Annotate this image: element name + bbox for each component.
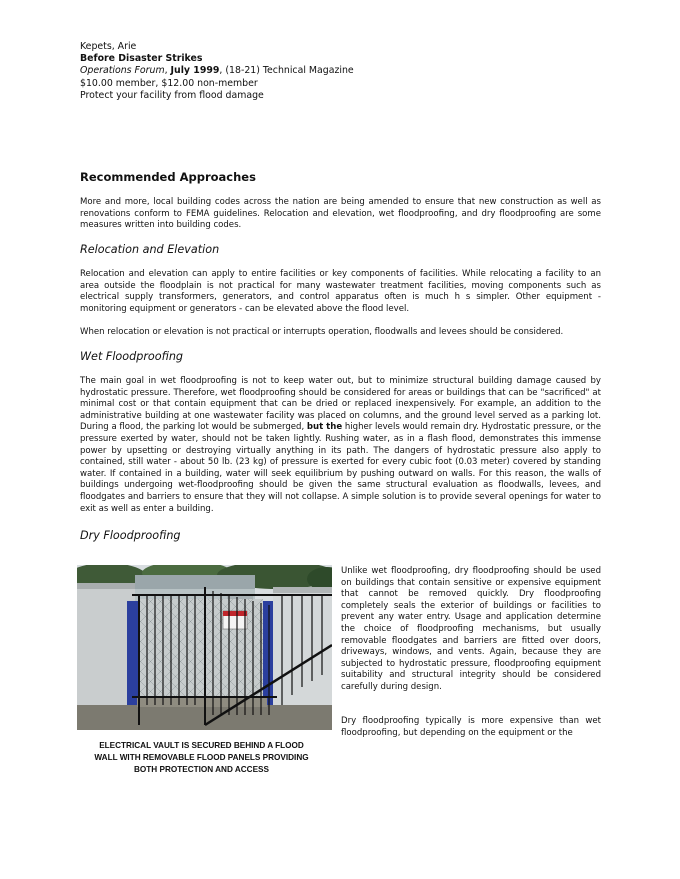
relocation-paragraph-1: Relocation and elevation can apply to entire facilities or key components of facilities. While relocating a facility to an area outside the floodplain is not practical for many wastewater treatment facilities, moving components such as electrical supply transformers, generators, and control apparatus often is much h s simpler. Other equipment - monitoring equipment or generators - can be elevated above the flood level. (80, 269, 601, 314)
citation-source: Operations Forum, July 1999, (18-21) Technical Magazine (80, 65, 354, 77)
electrical-vault-photo (77, 565, 332, 730)
relocation-paragraph-2: When relocation or elevation is not practical or interrupts operation, floodwalls and levees should be considered. (80, 327, 564, 337)
citation-date: July 1999 (170, 65, 220, 77)
photo-caption (79, 740, 324, 776)
citation-author: Kepets, Arie (80, 41, 137, 52)
dry-floodproofing-paragraph-2: Dry floodproofing typically is more expensive than wet floodproofing, but depending on the equipment or the (341, 716, 601, 738)
caption-line-2: WALL WITH REMOVABLE FLOOD PANELS PROVIDING (94, 753, 309, 762)
dry-floodproofing-heading: Dry Floodproofing (80, 529, 181, 542)
citation-pages: , (18-21) Technical Magazine (219, 65, 354, 77)
caption-line-1: ELECTRICAL VAULT IS SECURED BEHIND A FLOOD (99, 741, 304, 750)
wet-floodproofing-heading: Wet Floodproofing (80, 350, 184, 363)
dry-floodproofing-paragraph-1: Unlike wet floodproofing, dry floodproofing should be used on buildings that contain sensitive or expensive equipment that cannot be removed quickly. Dry floodproofing completely seals the exterior of buildings or facilities to prevent any water entry. Usage and application determine the choice of floodproofing mechanisms, but usually removable floodgates and barriers are fitted over doors, driveways, windows, and vents. Again, because they are subjected to hydrostatic pressure, floodproofing equipment suitability and structural integrity should be considered carefully during design. (341, 566, 601, 692)
wet-text-part-2: higher levels would remain dry. Hydrostatic pressure, or the pressure exerted by water, should not be taken lightly. Rushing water, as in a flash flood, demonstrates this immense power by upsetting or destroying virtually anything in its path. The dangers of hydrostatic pressure also apply to contained, still water - about 50 lb. (23 kg) of pressure is exerted for every cubic foot (0.03 meter) covered by standing water. If contained in a building, water will seek equilibrium by pushing outward on walls. For this reason, the walls of buildings undergoing wet-floodproofing should be given the same structural evaluation as floodwalls, levees, and floodgates and barriers to ensure that they will not collapse. A simple solution is to provide several openings for water to exit as well as enter a building. (80, 422, 601, 514)
citation-block (80, 41, 354, 102)
relocation-heading: Relocation and Elevation (80, 243, 220, 256)
citation-publication: Operations Forum (80, 65, 165, 77)
section-heading: Recommended Approaches (80, 170, 256, 184)
wet-text-bold: but the (306, 422, 343, 433)
section-intro: More and more, local building codes across the nation are being amended to ensure that new construction as well as renovations conform to FEMA guidelines. Relocation and elevation, wet floodproofing, and dry floodproofing are some measures written into building codes. (80, 197, 601, 231)
wet-floodproofing-paragraph (80, 376, 601, 515)
citation-title: Before Disaster Strikes (80, 53, 203, 65)
citation-summary: Protect your facility from flood damage (80, 89, 264, 101)
citation-price: $10.00 member, $12.00 non-member (80, 77, 258, 89)
caption-line-3: BOTH PROTECTION AND ACCESS (134, 765, 269, 774)
wet-text-part-1: The main goal in wet floodproofing is not to keep water out, but to minimize structural building damage caused by hydrostatic pressure. Therefore, wet floodproofing should be considered for areas or buildings that can be "sacrificed" at minimal cost or that contain equipment that can be dried or replaced inexpensively. For example, an addition to the administrative building at one wastewater facility was placed on columns, and the ground level served as a parking lot. During a flood, the parking lot would be submerged, (80, 376, 601, 433)
